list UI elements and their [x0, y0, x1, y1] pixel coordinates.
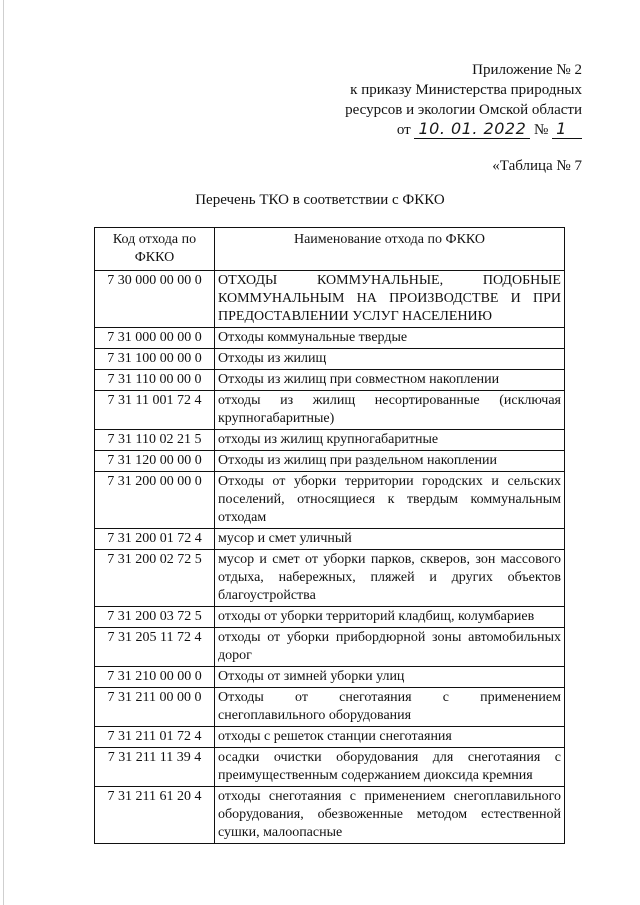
waste-code: 7 31 200 03 72 5: [95, 607, 215, 628]
table-row: [95, 430, 565, 451]
waste-code: 7 31 211 01 72 4: [95, 727, 215, 748]
handwritten-date: 10. 01. 2022: [418, 119, 527, 138]
waste-code: 7 31 210 00 00 0: [95, 667, 215, 688]
order-date-line: [262, 120, 582, 140]
table-row: [95, 529, 565, 550]
header-code: Код отхода по ФККО: [95, 228, 215, 271]
table-row: [95, 748, 565, 787]
waste-name: отходы из жилищ несортированные (исключая крупногабаритные): [215, 391, 565, 430]
waste-code: 7 31 120 00 00 0: [95, 451, 215, 472]
table-row: [95, 349, 565, 370]
date-prefix: от: [396, 122, 411, 138]
waste-code: 7 31 11 001 72 4: [95, 391, 215, 430]
fkko-table: [94, 227, 565, 844]
table-row: [95, 328, 565, 349]
number-field: [552, 121, 582, 139]
waste-name: Отходы коммунальные твердые: [215, 328, 565, 349]
table-row: [95, 550, 565, 607]
waste-code: 7 31 110 02 21 5: [95, 430, 215, 451]
waste-code: 7 31 211 11 39 4: [95, 748, 215, 787]
appendix-header: [262, 60, 582, 140]
number-prefix: №: [534, 122, 549, 138]
table-row: [95, 628, 565, 667]
table-body: [95, 271, 565, 844]
waste-code: 7 31 211 61 20 4: [95, 787, 215, 844]
waste-name: Отходы от зимней уборки улиц: [215, 667, 565, 688]
waste-name: мусор и смет от уборки парков, скверов, зон массового отдыха, набережных, пляжей и других объектов благоустройства: [215, 550, 565, 607]
table-row: [95, 391, 565, 430]
table-row: [95, 472, 565, 529]
waste-name: мусор и смет уличный: [215, 529, 565, 550]
waste-name: Отходы от снеготаяния с применением снегоплавильного оборудования: [215, 688, 565, 727]
table-row: [95, 370, 565, 391]
waste-code: 7 31 000 00 00 0: [95, 328, 215, 349]
waste-name: отходы от уборки территорий кладбищ, колумбариев: [215, 607, 565, 628]
order-reference: к приказу Министерства природных: [350, 82, 582, 98]
waste-code: 7 31 205 11 72 4: [95, 628, 215, 667]
waste-name: отходы с решеток станции снеготаяния: [215, 727, 565, 748]
scan-page-edge: [3, 0, 4, 905]
table-row: [95, 727, 565, 748]
waste-name: Отходы от уборки территории городских и сельских поселений, относящиеся к твердым коммунальным отходам: [215, 472, 565, 529]
waste-code: 7 30 000 00 00 0: [95, 271, 215, 328]
waste-name: Отходы из жилищ при совместном накоплении: [215, 370, 565, 391]
waste-name: отходы снеготаяния с применением снегоплавильного оборудования, обезвоженные методом естественной сушки, малоопасные: [215, 787, 565, 844]
table-row: [95, 451, 565, 472]
waste-code: 7 31 200 01 72 4: [95, 529, 215, 550]
waste-code: 7 31 200 00 00 0: [95, 472, 215, 529]
table-row: [95, 271, 565, 328]
waste-name: Отходы из жилищ при раздельном накоплении: [215, 451, 565, 472]
waste-code: 7 31 100 00 00 0: [95, 349, 215, 370]
table-row: [95, 787, 565, 844]
waste-code: 7 31 211 00 00 0: [95, 688, 215, 727]
waste-code: 7 31 110 00 00 0: [95, 370, 215, 391]
appendix-number: Приложение № 2: [472, 62, 582, 78]
waste-name: осадки очистки оборудования для снеготаяния с преимущественным содержанием диоксида кремния: [215, 748, 565, 787]
ministry-name: ресурсов и экологии Омской области: [345, 102, 582, 118]
table-header-row: [95, 228, 565, 271]
table-number: «Таблица № 7: [492, 158, 582, 174]
table-row: [95, 688, 565, 727]
handwritten-number: 1: [556, 119, 567, 138]
date-field: [414, 121, 530, 139]
waste-code: 7 31 200 02 72 5: [95, 550, 215, 607]
waste-name: ОТХОДЫ КОММУНАЛЬНЫЕ, ПОДОБНЫЕ КОММУНАЛЬНЫМ НА ПРОИЗВОДСТВЕ И ПРИ ПРЕДОСТАВЛЕНИИ УСЛУГ НАСЕЛЕНИЮ: [215, 271, 565, 328]
waste-name: Отходы из жилищ: [215, 349, 565, 370]
waste-name: отходы из жилищ крупногабаритные: [215, 430, 565, 451]
waste-name: отходы от уборки прибордюрной зоны автомобильных дорог: [215, 628, 565, 667]
table-row: [95, 607, 565, 628]
table-row: [95, 667, 565, 688]
document-title: Перечень ТКО в соответствии с ФККО: [195, 192, 445, 208]
header-name: Наименование отхода по ФККО: [215, 228, 565, 271]
